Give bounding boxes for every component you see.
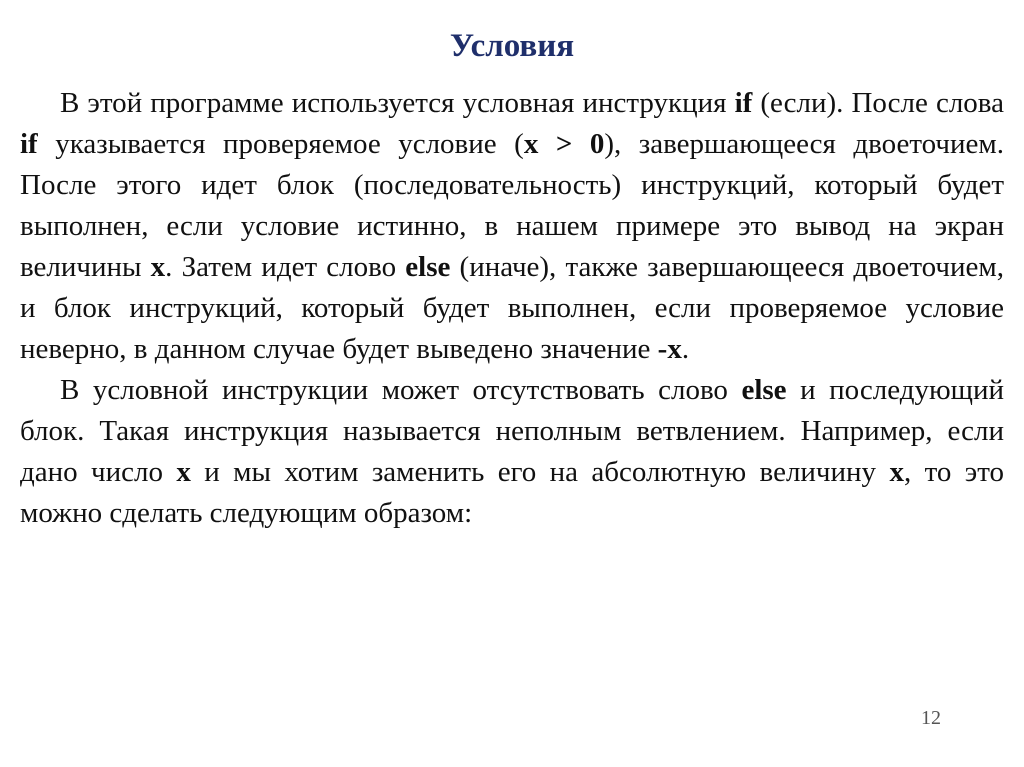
page-number: 12: [921, 707, 941, 729]
paragraph-1-text-3: указывается проверяемое условие (: [37, 128, 524, 160]
paragraph-1-text-4: ), завершающееся двоеточием. После этого идет блок (последовательность) инструкций, который будет выполнен, если условие истинно, в нашем примере это вывод на экран величины: [20, 128, 1004, 283]
paragraph-2-text-4: , то это можно сделать следующим образом:: [20, 456, 1005, 529]
variable-x-2: x: [176, 456, 191, 488]
paragraph-1: [20, 83, 1004, 370]
keyword-else-2: else: [741, 374, 787, 406]
paragraph-2-text-1: В условной инструкции может отсутствовать слово: [60, 374, 742, 406]
slide-body: [20, 83, 1004, 534]
variable-x-1: x: [150, 251, 166, 283]
negative-x: -x: [657, 333, 682, 365]
keyword-if-2: if: [20, 128, 38, 160]
paragraph-1-text-6: (иначе), также завершающееся двоеточием, и блок инструкций, который будет выполнен, если проверяемое условие неверно, в данном случае будет выведено значение: [20, 251, 1005, 365]
paragraph-1-text-7: .: [681, 333, 690, 365]
keyword-if-1: if: [734, 87, 753, 119]
paragraph-1-text-5: . Затем идет слово: [165, 251, 406, 283]
condition-expression: x > 0: [523, 128, 605, 160]
paragraph-2: [20, 370, 1004, 534]
paragraph-1-text-1: В этой программе используется условная инструкция: [60, 87, 735, 119]
keyword-else-1: else: [405, 251, 451, 283]
variable-x-3: x: [889, 456, 904, 488]
paragraph-1-text-2: (если). После слова: [752, 87, 1004, 119]
paragraph-2-text-2: и последующий блок. Такая инструкция называется неполным ветвлением. Например, если дано число: [20, 374, 1004, 488]
slide-title: Условия: [449, 28, 575, 64]
paragraph-2-text-3: и мы хотим заменить его на абсолютную величину: [190, 456, 890, 488]
